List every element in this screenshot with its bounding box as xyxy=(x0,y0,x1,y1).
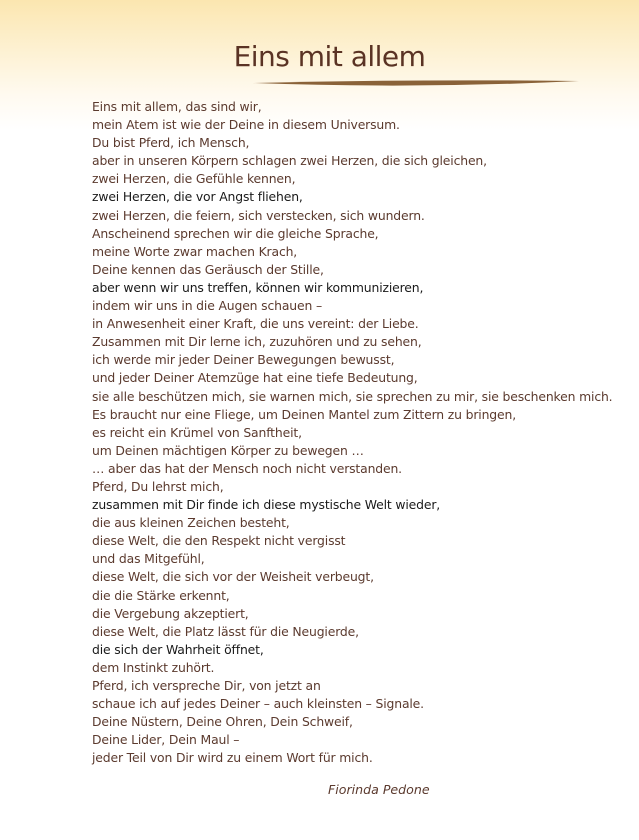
poem-line: diese Welt, die sich vor der Weisheit verbeugt, xyxy=(92,569,374,585)
poem-line: die Vergebung akzeptiert, xyxy=(92,605,249,621)
poem-line: zwei Herzen, die feiern, sich verstecken, sich wundern. xyxy=(92,207,425,223)
poem-line: Anscheinend sprechen wir die gleiche Sprache, xyxy=(92,225,379,241)
poem-line: … aber das hat der Mensch noch nicht verstanden. xyxy=(92,460,402,476)
poem-line: Pferd, ich verspreche Dir, von jetzt an xyxy=(92,678,321,693)
poem-title: Eins mit allem xyxy=(233,40,426,73)
poem-line: zwei Herzen, die Gefühle kennen, xyxy=(92,171,296,187)
poem-line: Deine Lider, Dein Maul – xyxy=(92,732,240,748)
poem-line: diese Welt, die Platz lässt für die Neugierde, xyxy=(92,623,359,639)
title-underline-swoosh xyxy=(253,80,579,88)
poem-line: Deine Nüstern, Deine Ohren, Dein Schweif, xyxy=(92,714,353,730)
poem-line: dem Instinkt zuhört. xyxy=(92,659,215,675)
poem-line: aber wenn wir uns treffen, können wir kommunizieren, xyxy=(92,279,424,295)
poem-line: Zusammen mit Dir lerne ich, zuzuhören und zu sehen, xyxy=(92,334,422,350)
poem-line: in Anwesenheit einer Kraft, die uns vereint: der Liebe. xyxy=(92,316,419,332)
poem-line: Eins mit allem, das sind wir, xyxy=(92,99,262,114)
poem-body xyxy=(92,98,612,767)
poem-line: zusammen mit Dir finde ich diese mystische Welt wieder, xyxy=(92,497,441,513)
poem-line: indem wir uns in die Augen schauen – xyxy=(92,298,322,314)
poem-line: ich werde mir jeder Deiner Bewegungen bewusst, xyxy=(92,352,395,368)
poem-line: aber in unseren Körpern schlagen zwei Herzen, die sich gleichen, xyxy=(92,153,487,169)
poem-line: die die Stärke erkennt, xyxy=(92,587,230,603)
poem-line: schaue ich auf jedes Deiner – auch kleinsten – Signale. xyxy=(92,696,424,712)
poem-line: Es braucht nur eine Fliege, um Deinen Mantel zum Zittern zu bringen, xyxy=(92,406,516,422)
poem-line: mein Atem ist wie der Deine in diesem Universum. xyxy=(92,117,400,133)
poem-line: zwei Herzen, die vor Angst fliehen, xyxy=(92,189,303,205)
poem-line: um Deinen mächtigen Körper zu bewegen … xyxy=(92,442,364,458)
poem-line: es reicht ein Krümel von Sanftheit, xyxy=(92,424,302,440)
poem-line: Deine kennen das Geräusch der Stille, xyxy=(92,261,324,277)
poem-line: diese Welt, die den Respekt nicht vergisst xyxy=(92,533,346,549)
poem-line: jeder Teil von Dir wird zu einem Wort für mich. xyxy=(92,750,373,766)
poem-line: meine Worte zwar machen Krach, xyxy=(92,243,298,259)
poem-line: und jeder Deiner Atemzüge hat eine tiefe Bedeutung, xyxy=(92,370,418,386)
poem-line: sie alle beschützen mich, sie warnen mich, sie sprechen zu mir, sie beschenken mich. xyxy=(92,388,613,404)
poem-line: Pferd, Du lehrst mich, xyxy=(92,478,224,494)
poem-line: die aus kleinen Zeichen besteht, xyxy=(92,515,290,531)
poem-line: Du bist Pferd, ich Mensch, xyxy=(92,135,250,151)
poem-line: und das Mitgefühl, xyxy=(92,551,205,567)
poem-author: Fiorinda Pedone xyxy=(328,782,430,797)
poem-line: die sich der Wahrheit öffnet, xyxy=(92,641,264,657)
